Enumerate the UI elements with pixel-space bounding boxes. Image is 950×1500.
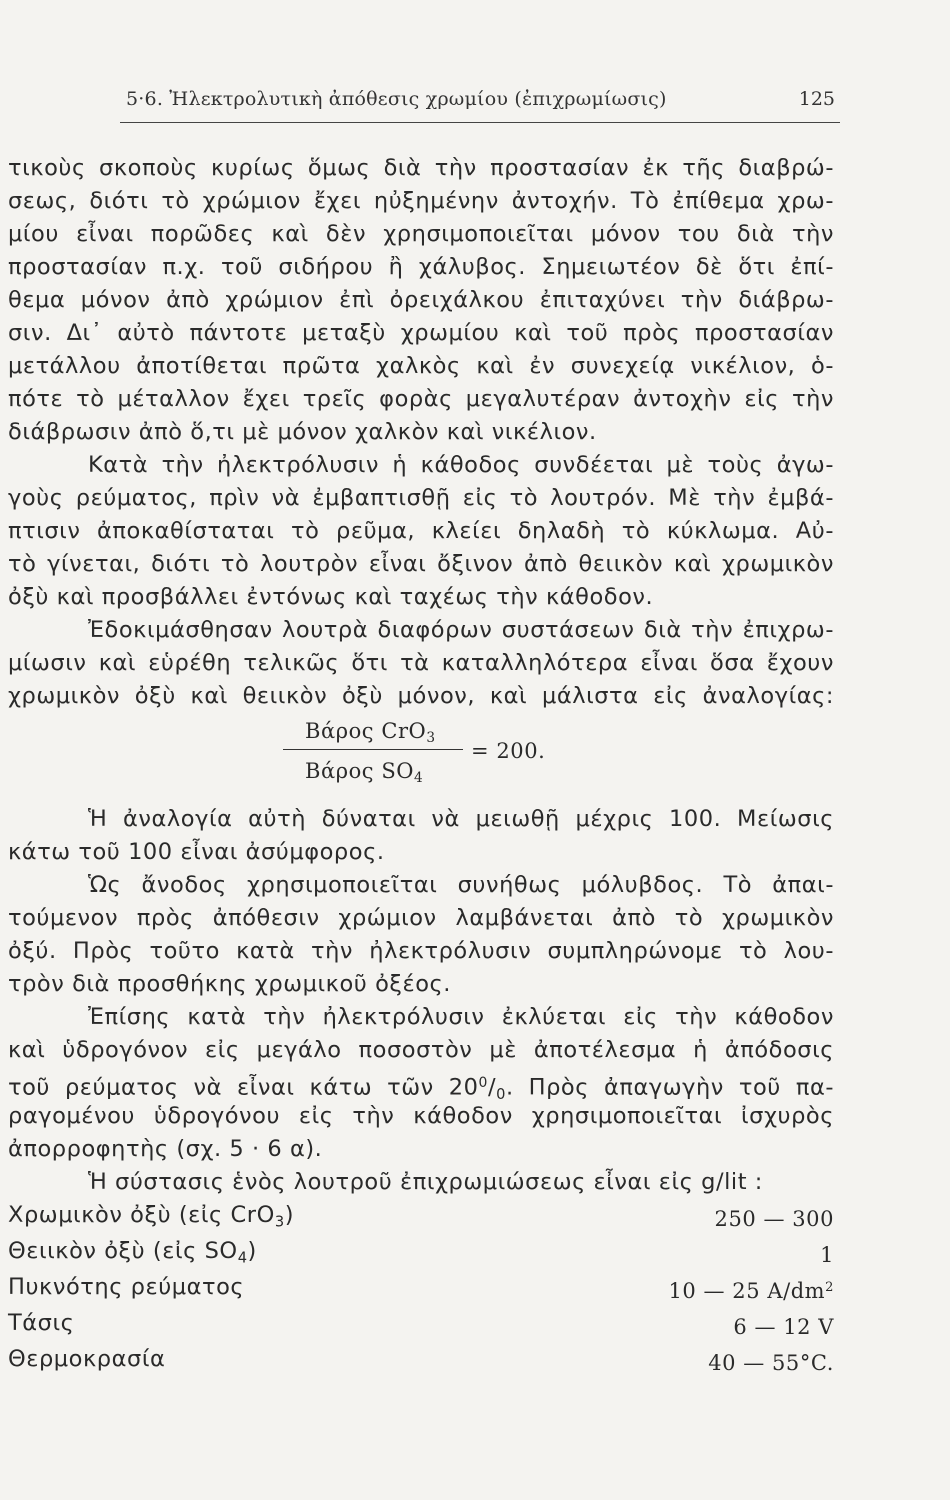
page-body: [8, 152, 834, 1379]
text-line: ὀξύ. Πρὸς τοῦτο κατὰ τὴν ἠλεκτρόλυσιν συμπληρώνομε τὸ λου-: [8, 938, 834, 964]
label-text: Θειικὸν ὀξὺ (εἰς SO: [8, 1238, 238, 1264]
formula-result: = 200.: [471, 739, 546, 763]
percent-sub: 0: [496, 1086, 506, 1100]
composition-label: [8, 1307, 74, 1346]
label-text: Θερμοκρασία: [8, 1346, 166, 1372]
label-tail: ): [284, 1202, 295, 1228]
text-line: χρωμικὸν ὀξὺ καὶ θειικὸν ὀξὺ μόνον, καὶ μάλιστα εἰς ἀναλογίας:: [8, 683, 834, 709]
composition-value: [820, 1235, 834, 1272]
text-line: ἀπορροφητὴς (σχ. 5 · 6 α).: [8, 1136, 323, 1162]
text-line: Ὡς ἄνοδος χρησιμοποιεῖται συνήθως μόλυβδος. Τὸ ἀπαι-: [88, 872, 834, 898]
header-rule: [120, 122, 840, 123]
section-title: 5·6. Ἠλεκτρολυτικὴ ἀπόθεσις χρωμίου (ἐπιχρωμίωσις): [126, 88, 667, 110]
text-line: πότε τὸ μέταλλον ἔχει τρεῖς φορὰς μεγαλυτέραν ἀντοχὴν εἰς τὴν: [8, 386, 834, 412]
value-text: 6 — 12 V: [733, 1315, 834, 1340]
label-tail: ): [247, 1238, 257, 1264]
percent-slash: /: [487, 1074, 497, 1100]
text-line: τικοὺς σκοποὺς κυρίως ὅμως διὰ τὴν προστασίαν ἐκ τῆς διαβρώ-: [8, 155, 834, 181]
text-line: μίου εἶναι πορῶδες καὶ δὲν χρησιμοποιεῖται μόνον του διὰ τὴν: [8, 221, 834, 247]
value-text: 40 — 55°C.: [708, 1351, 834, 1376]
text-line: τούμενον πρὸς ἀπόθεσιν χρώμιον λαμβάνεται ἀπὸ τὸ χρωμικὸν: [8, 905, 834, 931]
composition-row: [8, 1271, 834, 1307]
text-line: ραγομένου ὑδρογόνου εἰς τὴν κάθοδον χρησιμοποιεῖται ἰσχυρὸς: [8, 1103, 834, 1129]
value-text: 250 — 300: [714, 1207, 834, 1232]
text-line: πτισιν ἀποκαθίσταται τὸ ρεῦμα, κλείει δηλαδὴ τὸ κύκλωμα. Αὐ-: [8, 518, 834, 544]
text-line: ὀξὺ καὶ προσβάλλει ἐντόνως καὶ ταχέως τὴν κάθοδον.: [8, 584, 654, 610]
composition-value: [708, 1343, 834, 1380]
composition-row: [8, 1343, 834, 1379]
text-line: σιν. Δι᾽ αὐτὸ πάντοτε μεταξὺ χρωμίου καὶ τοῦ πρὸς προστασίαν: [8, 320, 834, 346]
page-number: 125: [798, 88, 835, 110]
percent-sup: 0: [478, 1075, 488, 1091]
efficiency-rest: . Πρὸς ἀπαγωγὴν τοῦ πα-: [505, 1074, 834, 1100]
efficiency-line: [8, 1067, 834, 1100]
composition-label: [8, 1271, 244, 1310]
composition-list: [8, 1199, 834, 1379]
text-line: σεως, διότι τὸ χρώμιον ἔχει ηὐξημένην ἀντοχήν. Τὸ ἐπίθεμα χρω-: [8, 188, 834, 214]
denominator-subscript: 4: [414, 770, 424, 787]
text-line: Ἐδοκιμάσθησαν λουτρὰ διαφόρων συστάσεων διὰ τὴν ἐπιχρω-: [88, 617, 834, 643]
text-line: Κατὰ τὴν ἠλεκτρόλυσιν ἡ κάθοδος συνδέεται μὲ τοὺς ἀγω-: [88, 452, 834, 478]
composition-value: [715, 1199, 834, 1236]
numerator-subscript: 3: [426, 730, 436, 747]
composition-row: [8, 1307, 834, 1343]
composition-value: [668, 1271, 834, 1308]
text-line: διάβρωσιν ἀπὸ ὅ,τι μὲ μόνον χαλκὸν καὶ νικέλιον.: [8, 419, 597, 445]
text-line: γοὺς ρεύματος, πρὶν νὰ ἐμβαπτισθῇ εἰς τὸ λουτρόν. Μὲ τὴν ἐμβά-: [8, 485, 834, 511]
text-line: θεμα μόνον ἀπὸ χρώμιον ἐπὶ ὀρειχάλκου ἐπιταχύνει τὴν διάβρω-: [8, 287, 834, 313]
text-line: Ἡ ἀναλογία αὐτὴ δύναται νὰ μειωθῇ μέχρις 100. Μείωσις: [88, 806, 834, 832]
label-subscript: 4: [237, 1249, 248, 1267]
text-line: κάτω τοῦ 100 εἶναι ἀσύμφορος.: [8, 839, 385, 865]
label-text: Τάσις: [8, 1310, 75, 1336]
composition-label: [8, 1235, 257, 1274]
text-line: μετάλλου ἀποτίθεται πρῶτα χαλκὸς καὶ ἐν συνεχείᾳ νικέλιον, ὁ-: [8, 353, 834, 379]
text-line: καὶ ὑδρογόνον εἰς μεγάλο ποσοστὸν μὲ ἀποτέλεσμα ἡ ἀπόδοσις: [8, 1037, 834, 1063]
label-text: Χρωμικὸν ὀξὺ (εἰς CrO: [8, 1202, 275, 1228]
value-text: 10 — 25 A/dm: [668, 1279, 826, 1304]
composition-label: [8, 1343, 165, 1382]
composition-label: [8, 1199, 294, 1238]
efficiency-text: τοῦ ρεύματος νὰ εἶναι κάτω τῶν 20: [8, 1074, 479, 1100]
composition-value: [733, 1307, 834, 1344]
text-line: Ἡ σύστασις ἑνὸς λουτροῦ ἐπιχρωμιώσεως εἶναι εἰς g/lit :: [88, 1169, 763, 1195]
formula-denominator: [305, 755, 423, 795]
composition-row: [8, 1199, 834, 1235]
text-line: μίωσιν καὶ εὑρέθη τελικῶς ὅτι τὰ καταλληλότερα εἶναι ὅσα ἔχουν: [8, 650, 834, 676]
fraction-bar: [283, 749, 463, 750]
ratio-formula: [8, 715, 834, 799]
composition-row: [8, 1235, 834, 1271]
text-line: τρὸν διὰ προσθήκης χρωμικοῦ ὀξέος.: [8, 971, 451, 997]
running-header: [120, 86, 835, 118]
label-subscript: 3: [274, 1213, 285, 1231]
text-line: τὸ γίνεται, διότι τὸ λουτρὸν εἶναι ὄξινον ἀπὸ θειικὸν καὶ χρωμικὸν: [8, 551, 834, 577]
numerator-text: Βάρος CrO: [305, 719, 427, 743]
text-line: Ἐπίσης κατὰ τὴν ἠλεκτρόλυσιν ἐκλύεται εἰς τὴν κάθοδον: [88, 1004, 834, 1030]
value-superscript: 2: [825, 1280, 834, 1295]
text-line: προστασίαν π.χ. τοῦ σιδήρου ἢ χάλυβος. Σημειωτέον δὲ ὅτι ἐπί-: [8, 254, 834, 280]
label-text: Πυκνότης ρεύματος: [8, 1274, 245, 1300]
denominator-text: Βάρος SO: [305, 759, 415, 783]
value-text: 1: [820, 1243, 834, 1268]
